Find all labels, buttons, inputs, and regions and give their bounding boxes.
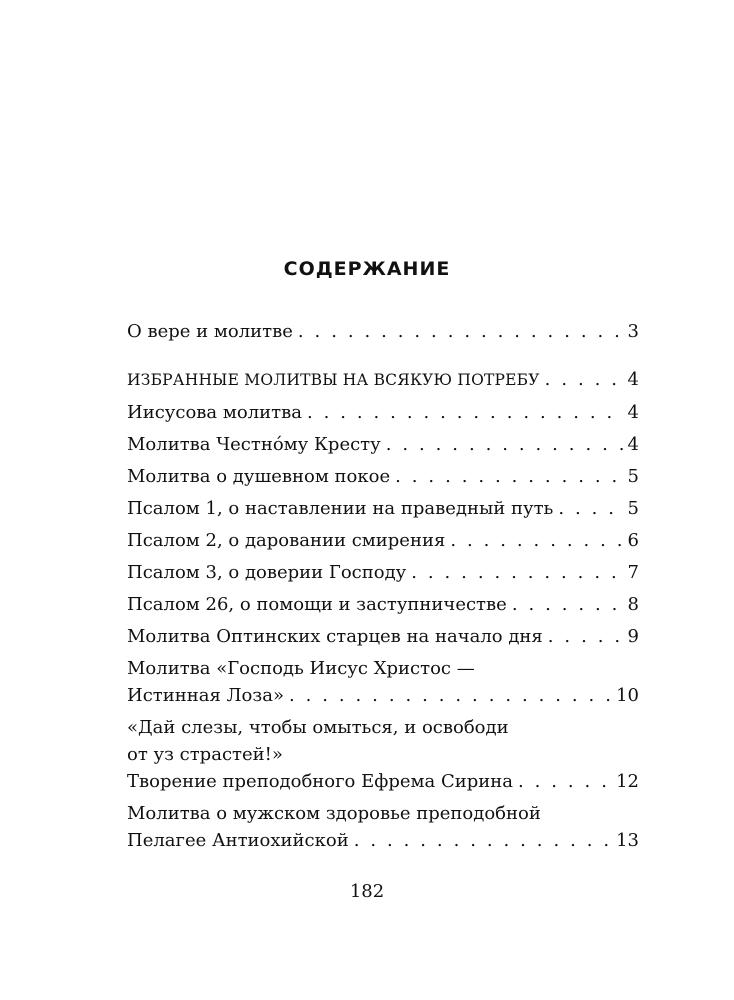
toc-entry [127,366,639,394]
toc-entry-title: Псалом 26, о помощи и заступничестве [127,594,507,615]
toc-entry [127,714,639,795]
toc-entry [127,623,639,650]
toc-entry-title: О вере и молитве [127,321,293,342]
toc-entry [127,527,639,554]
toc-entry-title-line: от уз страстей!» [127,744,283,765]
toc-entry-page: 4 [627,402,639,423]
dot-leader [450,527,624,554]
toc-entry-page: 9 [627,626,639,647]
toc-entry-title: Иисусова молитва [127,402,302,423]
dot-leader [512,591,625,618]
dot-leader [518,768,613,795]
toc-entry [127,655,639,709]
toc-entry-page: 13 [616,830,639,851]
dot-leader [307,399,625,426]
toc-entry-title: Молитва о душевном покое [127,466,391,487]
toc-entry [127,495,639,522]
toc-entry-page: 6 [627,530,639,551]
toc-entry-page: 4 [627,434,639,455]
toc-entry-title: Пелагее Антиохийской [127,830,349,851]
toc-entry-title: Молитва Оптинских старцев на начало дня [127,626,543,647]
page-number: 182 [349,881,385,902]
table-of-contents [127,318,639,854]
toc-entry [127,399,639,426]
toc-heading: СОДЕРЖАНИЕ [283,258,451,280]
toc-entry-page: 7 [627,562,639,583]
dot-leader [548,623,625,650]
toc-entry-title: Псалом 2, о даровании смирения [127,530,446,551]
toc-entry-page: 5 [627,466,639,487]
dot-leader [354,827,613,854]
toc-entry-title: Псалом 3, о доверии Господу [127,562,407,583]
toc-entry-page: 12 [616,771,639,792]
dot-leader [558,495,624,522]
toc-entry [127,591,639,618]
toc-entry-page: 10 [616,685,639,706]
toc-entry-page: 4 [627,369,639,390]
dot-leader [298,318,625,345]
toc-entry [127,463,639,490]
toc-entry [127,431,639,458]
toc-entry-title-line: Молитва «Господь Иисус Христос — [127,658,475,679]
toc-entry-title-line: «Дай слезы, чтобы омыться, и освободи [127,717,509,738]
toc-entry [127,559,639,586]
toc-entry [127,318,639,345]
dot-leader [386,431,625,458]
toc-entry-page: 5 [627,498,639,519]
toc-entry-title: Истинная Лоза» [127,685,284,706]
dot-leader [395,463,624,490]
dot-leader [289,682,613,709]
dot-leader [545,366,625,393]
toc-entry-title: Молитва Честно́му Кресту [127,434,381,455]
toc-entry-page: 3 [627,321,639,342]
toc-entry [127,800,639,854]
toc-entry-title: Псалом 1, о наставлении на праведный путь [127,498,554,519]
toc-entry-page: 8 [627,594,639,615]
dot-leader [411,559,624,586]
toc-entry-title-line: Молитва о мужском здоровье преподобной [127,803,541,824]
toc-section-title: ИЗБРАННЫЕ МОЛИТВЫ НА ВСЯКУЮ ПОТРЕБУ [127,371,540,389]
toc-entry-title: Творение преподобного Ефрема Сирина [127,771,513,792]
